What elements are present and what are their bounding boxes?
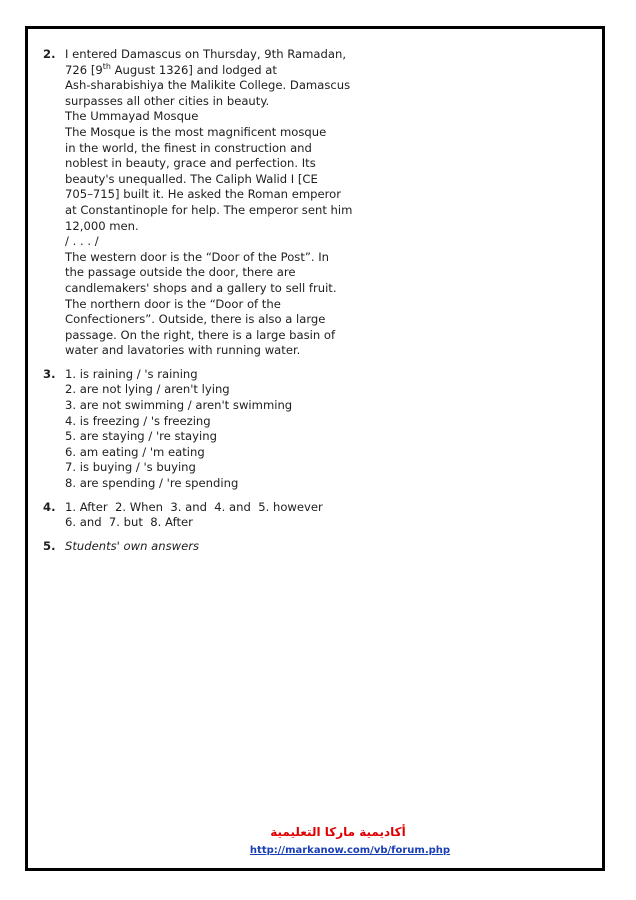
answer-key xyxy=(43,47,383,562)
item-number: 4. xyxy=(43,499,56,514)
text-line: in the world, the finest in construction and xyxy=(65,140,312,155)
text-line: 12,000 men. xyxy=(65,218,139,233)
text-line: beauty's unequalled. The Caliph Walid I [CE xyxy=(65,171,318,186)
text-line: the passage outside the door, there are xyxy=(65,265,296,280)
text-line: 705–715] built it. He asked the Roman emperor xyxy=(65,187,342,202)
answer-item-5 xyxy=(43,539,383,555)
text-line: 5. are staying / 're staying xyxy=(65,429,217,444)
text-line: 6. am eating / 'm eating xyxy=(65,444,205,459)
text-line: 1. After 2. When 3. and 4. and 5. however xyxy=(65,499,323,514)
text-line: 7. is buying / 's buying xyxy=(65,460,196,475)
text-line: The northern door is the “Door of the xyxy=(65,296,281,311)
text-line: The western door is the “Door of the Post”. In xyxy=(65,249,330,264)
text-line: noblest in beauty, grace and perfection. Its xyxy=(65,156,316,171)
item-number: 5. xyxy=(43,538,56,553)
answer-item-3 xyxy=(43,367,383,492)
text-line: Ash-sharabishiya the Malikite College. Damascus xyxy=(65,78,351,93)
text-line: 1. is raining / 's raining xyxy=(65,366,198,381)
text-line: water and lavatories with running water. xyxy=(65,343,301,358)
text-line: surpasses all other cities in beauty. xyxy=(65,93,270,108)
answer-item-4 xyxy=(43,500,383,531)
item-number: 3. xyxy=(43,366,56,381)
text-line: passage. On the right, there is a large basin of xyxy=(65,327,336,342)
item-number: 2. xyxy=(43,47,56,61)
text-line: 3. are not swimming / aren't swimming xyxy=(65,398,293,413)
item-text xyxy=(65,500,383,531)
text-line: The Mosque is the most magnificent mosque xyxy=(65,124,327,139)
footer-academy-name: أكاديمية ماركا التعليمية xyxy=(270,825,406,839)
text-line: The Ummayad Mosque xyxy=(65,109,199,124)
item-text xyxy=(65,367,383,492)
text-line: / . . . / xyxy=(65,234,99,249)
text-line: Students' own answers xyxy=(65,538,200,553)
item-text xyxy=(65,47,383,359)
answer-item-2 xyxy=(43,47,383,359)
item-text xyxy=(65,539,383,555)
text-line: Confectioners”. Outside, there is also a large xyxy=(65,312,326,327)
text-line: candlemakers' shops and a gallery to sell fruit. xyxy=(65,280,337,295)
text-line: I entered Damascus on Thursday, 9th Ramadan, xyxy=(65,47,347,61)
footer-link[interactable]: http://markanow.com/vb/forum.php xyxy=(249,845,451,856)
text-line: 2. are not lying / aren't lying xyxy=(65,382,230,397)
text-line: 6. and 7. but 8. After xyxy=(65,515,193,530)
text-line: 4. is freezing / 's freezing xyxy=(65,413,211,428)
text-line: 8. are spending / 're spending xyxy=(65,476,239,491)
text-line: at Constantinople for help. The emperor sent him xyxy=(65,202,353,217)
text-line: 726 [9th August 1326] and lodged at xyxy=(65,61,277,77)
